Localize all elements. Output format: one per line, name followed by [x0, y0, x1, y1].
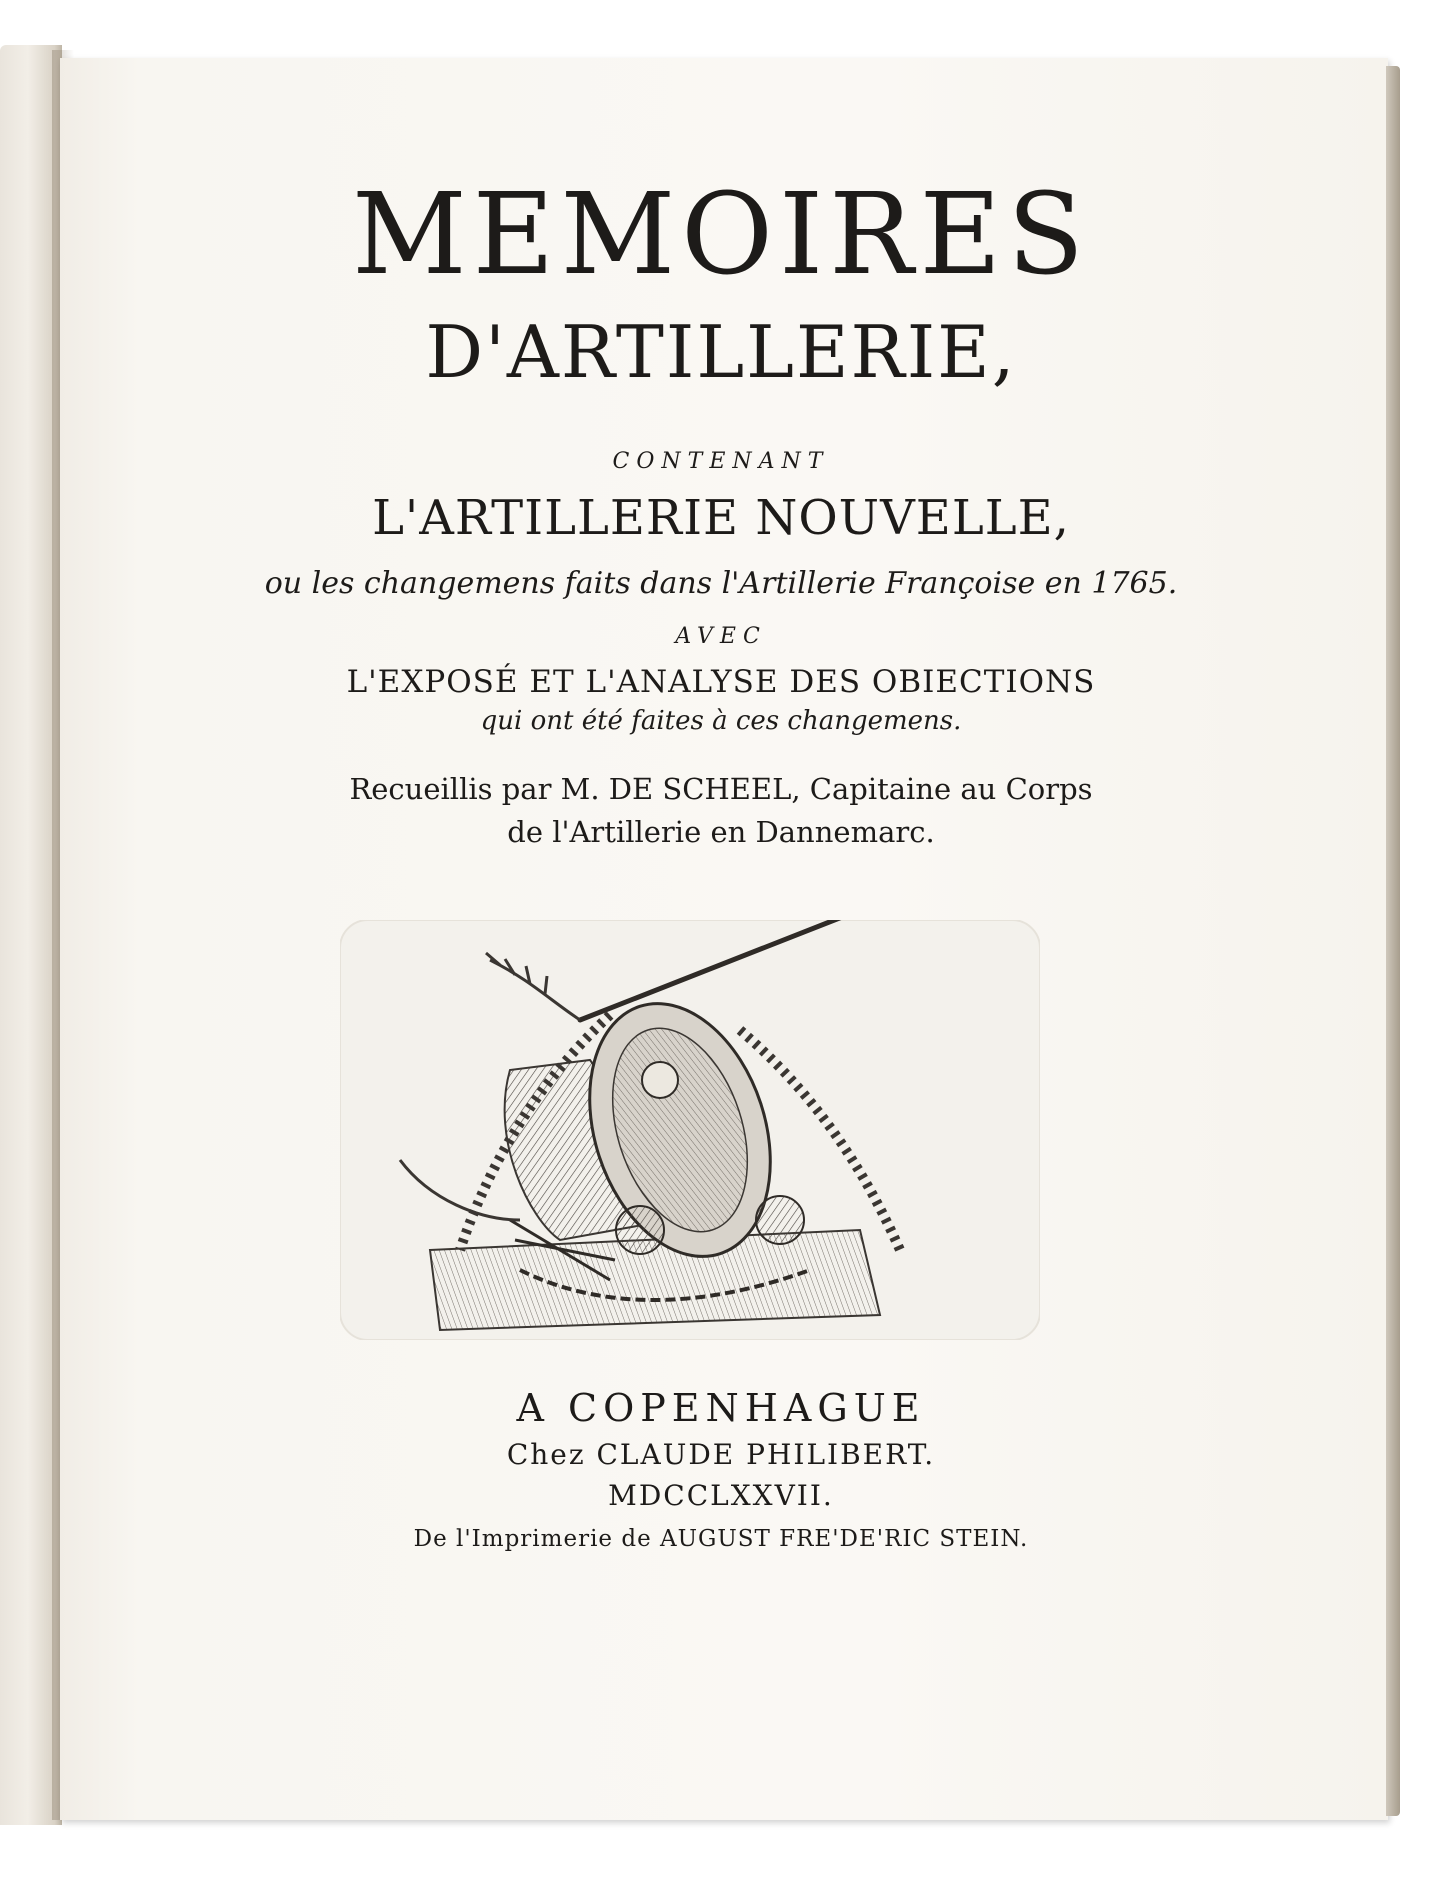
- expose-sub-line: qui ont été faites à ces changemens.: [480, 706, 962, 736]
- imprint-printer: De l'Imprimerie de AUGUST FRE'DE'RIC STEIN.: [413, 1526, 1029, 1552]
- contenant-line: CONTENANT: [612, 449, 830, 474]
- expose-line: L'EXPOSÉ ET L'ANALYSE DES OBIECTIONS: [346, 664, 1096, 700]
- imprint-year: MDCCLXXVII.: [608, 1479, 834, 1512]
- page-subtitle: D'ARTILLERIE,: [425, 310, 1017, 394]
- page-title: MEMOIRES: [352, 170, 1090, 300]
- imprint-publisher: Chez CLAUDE PHILIBERT.: [506, 1438, 936, 1471]
- author-line-2: de l'Artillerie en Dannemarc.: [507, 815, 935, 849]
- main-subject: L'ARTILLERIE NOUVELLE,: [372, 490, 1070, 546]
- imprint-city: A COPENHAGUE: [516, 1386, 926, 1430]
- engraved-trophy-vignette-icon: [340, 920, 1040, 1340]
- avec-line: AVEC: [675, 624, 767, 649]
- description-line: ou les changemens faits dans l'Artillerie Françoise en 1765.: [264, 566, 1178, 601]
- author-line-1: Recueillis par M. DE SCHEEL, Capitaine au Corps: [349, 772, 1093, 806]
